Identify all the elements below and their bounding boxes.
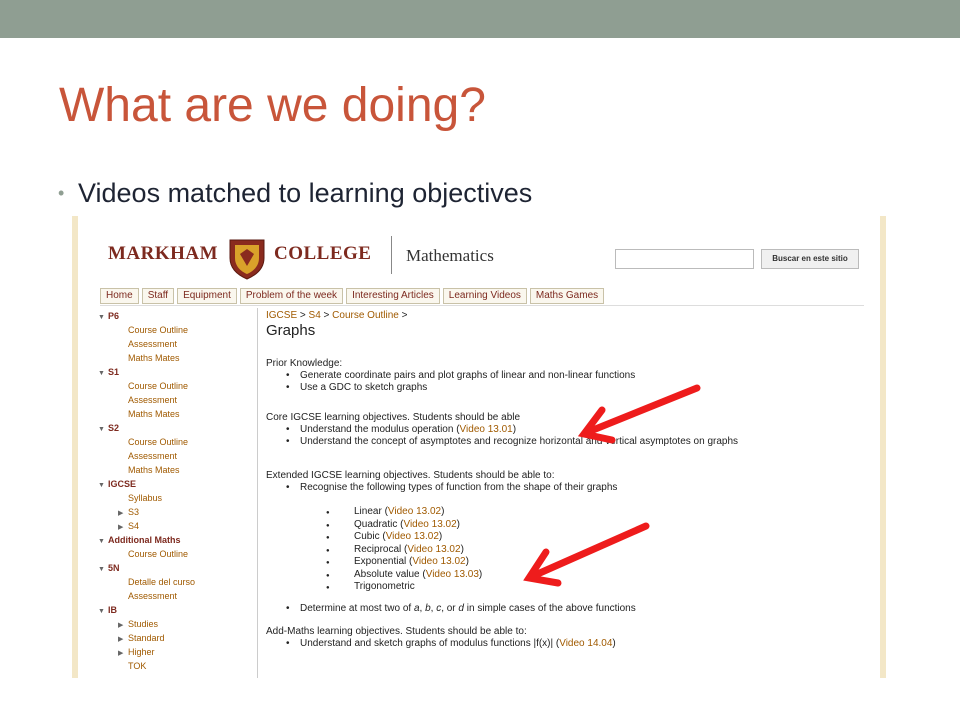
function-name: Cubic ( bbox=[354, 531, 386, 542]
bullet-icon: ● bbox=[326, 547, 330, 554]
site-nav bbox=[100, 288, 604, 304]
sidebar-item[interactable] bbox=[128, 394, 177, 406]
nav-tab-problem-of-the-week[interactable]: Problem of the week bbox=[240, 288, 343, 304]
list-item bbox=[326, 569, 482, 582]
sidebar-item-label: Assessment bbox=[128, 591, 178, 601]
list-item: • Recognise the following types of function from the shape of their graphs bbox=[286, 482, 618, 493]
function-name: Trigonometric bbox=[354, 581, 415, 592]
sidebar-section[interactable] bbox=[98, 366, 119, 380]
nav-tab-interesting-articles[interactable]: Interesting Articles bbox=[346, 288, 440, 304]
breadcrumb-separator: > bbox=[299, 310, 306, 321]
sidebar-section[interactable] bbox=[98, 562, 120, 576]
list-item bbox=[326, 519, 460, 532]
bullet-marker: • bbox=[58, 183, 65, 203]
caret-down-icon[interactable]: ▼ bbox=[98, 314, 105, 321]
department-name: Mathematics bbox=[406, 246, 494, 265]
caret-right-icon[interactable]: ▶ bbox=[118, 622, 124, 629]
logo-text-right: COLLEGE bbox=[274, 243, 372, 264]
crest-icon bbox=[226, 236, 268, 280]
logo-divider bbox=[391, 236, 392, 274]
logo-text-left: MARKHAM bbox=[108, 243, 219, 264]
sidebar-item[interactable] bbox=[128, 464, 180, 476]
sidebar-section-label: S1 bbox=[108, 367, 120, 377]
sidebar-item[interactable] bbox=[118, 632, 165, 646]
breadcrumb-course-outline[interactable]: Course Outline bbox=[332, 310, 399, 321]
sidebar-section[interactable] bbox=[98, 604, 117, 618]
video-link[interactable]: Video 13.02 bbox=[403, 518, 457, 530]
caret-right-icon[interactable]: ▶ bbox=[118, 524, 124, 531]
sidebar-item-label: Assessment bbox=[128, 339, 178, 349]
video-link[interactable]: Video 13.02 bbox=[385, 531, 439, 542]
video-link[interactable]: Video 13.02 bbox=[412, 556, 466, 567]
paren-close: ) bbox=[441, 506, 445, 517]
sidebar-item-label: Detalle del curso bbox=[128, 577, 196, 587]
function-name: Exponential ( bbox=[354, 556, 413, 567]
list-item: • Generate coordinate pairs and plot graphs of linear and non-linear functions bbox=[286, 370, 636, 381]
list-item bbox=[326, 556, 469, 569]
sidebar-item-label: Maths Mates bbox=[128, 465, 180, 475]
caret-right-icon[interactable]: ▶ bbox=[118, 650, 124, 657]
caret-down-icon[interactable]: ▼ bbox=[98, 426, 105, 433]
caret-down-icon[interactable]: ▼ bbox=[98, 538, 105, 545]
sidebar-section[interactable] bbox=[98, 310, 119, 324]
sidebar-item-label: Course Outline bbox=[128, 381, 189, 391]
sidebar-item[interactable] bbox=[128, 492, 162, 504]
nav-tab-maths-games[interactable]: Maths Games bbox=[530, 288, 604, 304]
sidebar-item[interactable] bbox=[128, 660, 146, 672]
bullet-icon: ● bbox=[326, 572, 330, 579]
caret-down-icon[interactable]: ▼ bbox=[98, 482, 105, 489]
sidebar-item-label: S4 bbox=[128, 521, 140, 531]
paren-close: ) bbox=[478, 568, 483, 580]
sidebar-section-label: 5N bbox=[108, 563, 120, 573]
sidebar-section-label: IB bbox=[108, 605, 117, 615]
site-header bbox=[78, 216, 880, 286]
sidebar-item[interactable] bbox=[128, 324, 188, 336]
sidebar-item[interactable] bbox=[128, 590, 177, 602]
breadcrumb-separator: > bbox=[401, 310, 408, 321]
video-link[interactable]: Video 13.03 bbox=[425, 568, 479, 580]
sidebar-item-label: Course Outline bbox=[128, 325, 189, 335]
sidebar-item-label: Syllabus bbox=[128, 493, 163, 503]
sidebar-item-label: Higher bbox=[128, 647, 155, 657]
list-item bbox=[326, 506, 444, 519]
caret-right-icon[interactable]: ▶ bbox=[118, 636, 124, 643]
sidebar-section[interactable] bbox=[98, 478, 136, 492]
bullet-icon: ● bbox=[326, 535, 330, 541]
bullet-icon: ● bbox=[326, 560, 330, 566]
video-link[interactable]: Video 13.01 bbox=[459, 424, 513, 435]
sidebar-item[interactable] bbox=[118, 506, 139, 520]
sidebar-item[interactable] bbox=[128, 450, 177, 462]
prior-knowledge-title: Prior Knowledge: bbox=[266, 358, 343, 369]
list-item bbox=[326, 544, 464, 557]
video-link[interactable]: Video 13.02 bbox=[407, 543, 461, 555]
caret-down-icon[interactable]: ▼ bbox=[98, 566, 105, 573]
video-link[interactable]: Video 13.02 bbox=[387, 506, 442, 517]
sidebar-section-label: Additional Maths bbox=[108, 535, 181, 545]
sidebar-item[interactable] bbox=[128, 338, 177, 350]
top-bar bbox=[0, 0, 960, 38]
nav-divider bbox=[100, 305, 864, 306]
sidebar-item-label: S3 bbox=[128, 507, 140, 517]
sidebar-item[interactable] bbox=[128, 548, 188, 560]
sidebar-item-label: Assessment bbox=[128, 451, 178, 461]
page-title: Graphs bbox=[266, 322, 316, 339]
list-item: • Determine at most two of a, b, c, or d in simple cases of the above functions bbox=[286, 603, 636, 614]
slide-bullet: Videos matched to learning objectives bbox=[78, 178, 533, 208]
add-maths-objectives-title: Add-Maths learning objectives. Students should be able to: bbox=[266, 626, 527, 637]
function-name: Absolute value ( bbox=[354, 568, 426, 580]
paren-close: ) bbox=[460, 543, 464, 555]
sidebar-item-label: Assessment bbox=[128, 395, 178, 405]
list-item bbox=[326, 531, 442, 544]
sidebar-item-label: Course Outline bbox=[128, 437, 189, 447]
paren-close: ) bbox=[456, 518, 461, 530]
sidebar bbox=[78, 308, 258, 678]
list-item: • Understand the concept of asymptotes and recognize horizontal and vertical asymptotes on graphs bbox=[286, 436, 739, 447]
caret-down-icon[interactable]: ▼ bbox=[98, 608, 105, 615]
video-link[interactable]: Video 14.04 bbox=[559, 638, 613, 649]
list-item: • Understand and sketch graphs of modulus functions |f(x)| (Video 14.04) bbox=[286, 638, 616, 649]
nav-tab-staff[interactable]: Staff bbox=[142, 288, 174, 304]
website-screenshot bbox=[72, 216, 886, 678]
sidebar-item-label: Standard bbox=[128, 633, 165, 643]
function-name: Quadratic ( bbox=[354, 518, 404, 530]
search-button[interactable]: Buscar en este sitio bbox=[761, 249, 859, 269]
paren-close: ) bbox=[465, 556, 469, 567]
nav-tab-equipment[interactable]: Equipment bbox=[177, 288, 237, 304]
sidebar-item[interactable] bbox=[128, 576, 195, 588]
sidebar-item-label: TOK bbox=[128, 661, 147, 671]
sidebar-item[interactable] bbox=[118, 646, 155, 660]
extended-objectives-title: Extended IGCSE learning objectives. Students should be able to: bbox=[266, 470, 555, 481]
bullet-icon: ● bbox=[326, 585, 330, 591]
sidebar-item[interactable] bbox=[128, 352, 180, 364]
bullet-icon: ● bbox=[326, 510, 330, 516]
sidebar-item-label: Maths Mates bbox=[128, 409, 180, 419]
breadcrumb-separator: > bbox=[323, 310, 330, 321]
slide-title: What are we doing? bbox=[59, 79, 486, 132]
caret-down-icon[interactable]: ▼ bbox=[98, 370, 105, 377]
sidebar-item-label: Studies bbox=[128, 619, 159, 629]
list-item: • Use a GDC to sketch graphs bbox=[286, 382, 428, 393]
sidebar-item[interactable] bbox=[118, 520, 139, 534]
breadcrumb bbox=[266, 310, 408, 322]
sidebar-section[interactable] bbox=[98, 422, 119, 436]
core-objectives-title: Core IGCSE learning objectives. Students should be able bbox=[266, 412, 521, 423]
sidebar-item-label: Maths Mates bbox=[128, 353, 180, 363]
paren-close: ) bbox=[438, 531, 443, 542]
function-name: Reciprocal ( bbox=[354, 543, 408, 555]
sidebar-item[interactable] bbox=[128, 380, 188, 392]
breadcrumb-s4[interactable]: S4 bbox=[308, 310, 321, 321]
sidebar-section-label: S2 bbox=[108, 423, 120, 433]
sidebar-item[interactable] bbox=[118, 618, 158, 632]
nav-tab-learning-videos[interactable]: Learning Videos bbox=[443, 288, 527, 304]
caret-right-icon[interactable]: ▶ bbox=[118, 510, 124, 517]
list-item: • Understand the modulus operation (Video 13.01) bbox=[286, 424, 517, 435]
breadcrumb-igcse[interactable]: IGCSE bbox=[266, 310, 298, 321]
search-input[interactable] bbox=[615, 249, 754, 269]
sidebar-section[interactable] bbox=[98, 534, 181, 548]
function-name: Linear ( bbox=[354, 506, 388, 517]
sidebar-item-label: Course Outline bbox=[128, 549, 189, 559]
sidebar-section-label: P6 bbox=[108, 311, 120, 321]
nav-tab-home[interactable]: Home bbox=[100, 288, 139, 304]
sidebar-item[interactable] bbox=[128, 436, 188, 448]
sidebar-item[interactable] bbox=[128, 408, 180, 420]
sidebar-section-label: IGCSE bbox=[108, 479, 137, 489]
list-item bbox=[326, 581, 415, 594]
bullet-icon: ● bbox=[326, 522, 330, 529]
